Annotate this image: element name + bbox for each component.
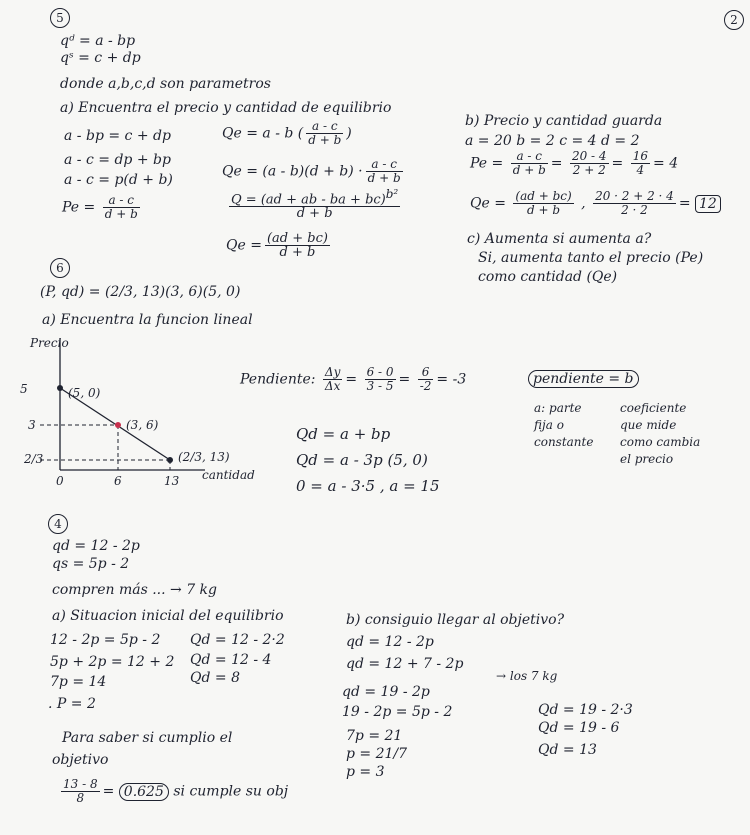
p4-b-eq4: 19 - 2p = 5p - 2 — [342, 704, 453, 720]
p4-b-note: → los 7 kg — [496, 669, 558, 683]
p6-slope-box: pendiente = b — [528, 370, 639, 388]
p5-supply: qˢ = c + dp — [60, 50, 141, 66]
p6-pt1-label: (5, 0) — [68, 386, 101, 400]
p4-b-eq1: qd = 12 - 2p — [346, 634, 434, 650]
p5-b-title: b) Precio y cantidad guarda — [465, 113, 663, 129]
p5-c-line1: Si, aumenta tanto el precio (Pe) — [478, 250, 704, 266]
p5-eq3: a - c = p(d + b) — [64, 172, 173, 188]
p6-pt3-label: (2/3, 13) — [178, 450, 230, 464]
p4-a-eq3: 7p = 14 — [50, 674, 107, 690]
p4-b-eq3: qd = 19 - 2p — [342, 684, 430, 700]
p6-fija: fija o — [534, 418, 564, 432]
p6-qd2: Qd = a - 3p (5, 0) — [296, 451, 428, 469]
p4-b-qd3: Qd = 13 — [538, 742, 597, 758]
p6-x-tick-6: 6 — [114, 474, 122, 488]
p4-supply: qs = 5p - 2 — [52, 556, 130, 572]
p6-points: (P, qd) = (2/3, 13)(3, 6)(5, 0) — [40, 284, 241, 300]
p4-a-qd3: Qd = 8 — [190, 670, 240, 686]
p5-a-title: a) Encuentra el precio y cantidad de equilibrio — [60, 100, 392, 116]
p6-constante: constante — [534, 435, 594, 449]
p5-eq2: a - c = dp + bp — [64, 152, 171, 168]
p4-a-title: a) Situacion inicial del equilibrio — [52, 608, 284, 624]
p5-b-qe: Qe = $\frac{(ad + bc)}{d + b}$ , $\frac{20 \cdot 2 + 2 \cdot 4}{2 \cdot 2}$ = 12 — [470, 190, 721, 217]
p6-a-title: a) Encuentra la funcion lineal — [42, 312, 253, 328]
p6-point-5-0 — [57, 385, 63, 391]
problem-4-mark: 4 — [48, 514, 68, 534]
p5-demand: qᵈ = a - bp — [60, 33, 136, 49]
p6-y-tick-3: 3 — [28, 418, 36, 432]
p5-qe4: Qe = $\frac{(ad + bc)}{d + b}$ — [226, 231, 328, 260]
p4-ratio: $\frac{13 - 8}{8}$ = 0.625 si cumple su obj — [63, 777, 289, 805]
p4-sobre1: Para saber si cumplio el — [62, 730, 233, 746]
p4-a-qd2: Qd = 12 - 4 — [190, 652, 272, 668]
p6-y-tick-23: 2/3 — [24, 452, 44, 466]
p4-b-eq2: qd = 12 + 7 - 2p — [346, 656, 464, 672]
p4-sobre2: objetivo — [52, 752, 109, 768]
p6-a-parte: a: parte — [534, 401, 582, 415]
p4-b-qd2: Qd = 19 - 6 — [538, 720, 620, 736]
p5-qe2: Qe = (a - b)(d + b) · $\frac{a - c}{d + b}$ — [222, 157, 401, 185]
p4-demand: qd = 12 - 2p — [52, 538, 140, 554]
p6-coef1: coeficiente — [620, 401, 687, 415]
p6-y-axis-label: Precio — [30, 336, 69, 350]
p4-b-eq7: p = 3 — [346, 764, 385, 780]
p6-coef3: como cambia — [620, 435, 701, 449]
p6-y-tick-5: 5 — [20, 382, 28, 396]
p5-pe: Pe = $\frac{a - c}{d + b}$ — [62, 193, 138, 221]
p6-qd3: 0 = a - 3·5 , a = 15 — [296, 477, 440, 495]
p5-eq1: a - bp = c + dp — [64, 128, 171, 144]
problem-6-mark: 6 — [50, 258, 70, 278]
page-number-mark: 2 — [724, 10, 744, 30]
p4-b-qd1: Qd = 19 - 2·3 — [538, 702, 633, 718]
p4-a-eq1: 12 - 2p = 5p - 2 — [50, 632, 161, 648]
p4-b-eq5: 7p = 21 — [346, 728, 403, 744]
p6-x-axis-label: cantidad — [202, 468, 255, 482]
p6-coef4: el precio — [620, 452, 674, 466]
p4-a-qd1: Qd = 12 - 2·2 — [190, 632, 285, 648]
p5-c-line2: como cantidad (Qe) — [478, 269, 618, 285]
p6-x-tick-0: 0 — [56, 474, 64, 488]
p4-note: compren más ... → 7 kg — [52, 582, 217, 598]
p6-pt2-label: (3, 6) — [126, 418, 159, 432]
p4-b-eq6: p = 21/7 — [346, 746, 408, 762]
p6-x-tick-13: 13 — [164, 474, 180, 488]
p5-c-title: c) Aumenta si aumenta a? — [467, 231, 652, 247]
p6-coef2: que mide — [620, 418, 677, 432]
p6-point-23-13 — [167, 457, 173, 463]
problem-5-mark: 5 — [50, 8, 70, 28]
p4-b-title: b) consiguio llegar al objetivo? — [346, 612, 565, 628]
p5-qe1: Qe = a - b ( $\frac{a - c}{d + b}$ ) — [222, 119, 352, 147]
p6-qd1: Qd = a + bp — [296, 425, 391, 443]
p6-slope: Pendiente: $\frac{\Delta y}{\Delta x}$ = $\frac{6 - 0}{3 - 5}$ = $\frac{6}{-2}$ = -3 — [240, 365, 467, 393]
p4-a-eq4: . P = 2 — [48, 696, 96, 712]
p5-qe3: $\frac{Q = (ad + ab - ba + bc)^{b^2}}{d + b}$ — [231, 187, 399, 222]
p5-params: donde a,b,c,d son parametros — [60, 76, 271, 92]
p5-b-values: a = 20 b = 2 c = 4 d = 2 — [465, 133, 640, 149]
p6-point-3-6 — [115, 422, 121, 428]
p5-b-pe: Pe = $\frac{a - c}{d + b}$ = $\frac{20 - 4}{2 + 2}$ = $\frac{16}{4}$ = 4 — [470, 149, 679, 177]
p4-a-eq2: 5p + 2p = 12 + 2 — [50, 654, 175, 670]
p6-graph — [20, 330, 260, 490]
